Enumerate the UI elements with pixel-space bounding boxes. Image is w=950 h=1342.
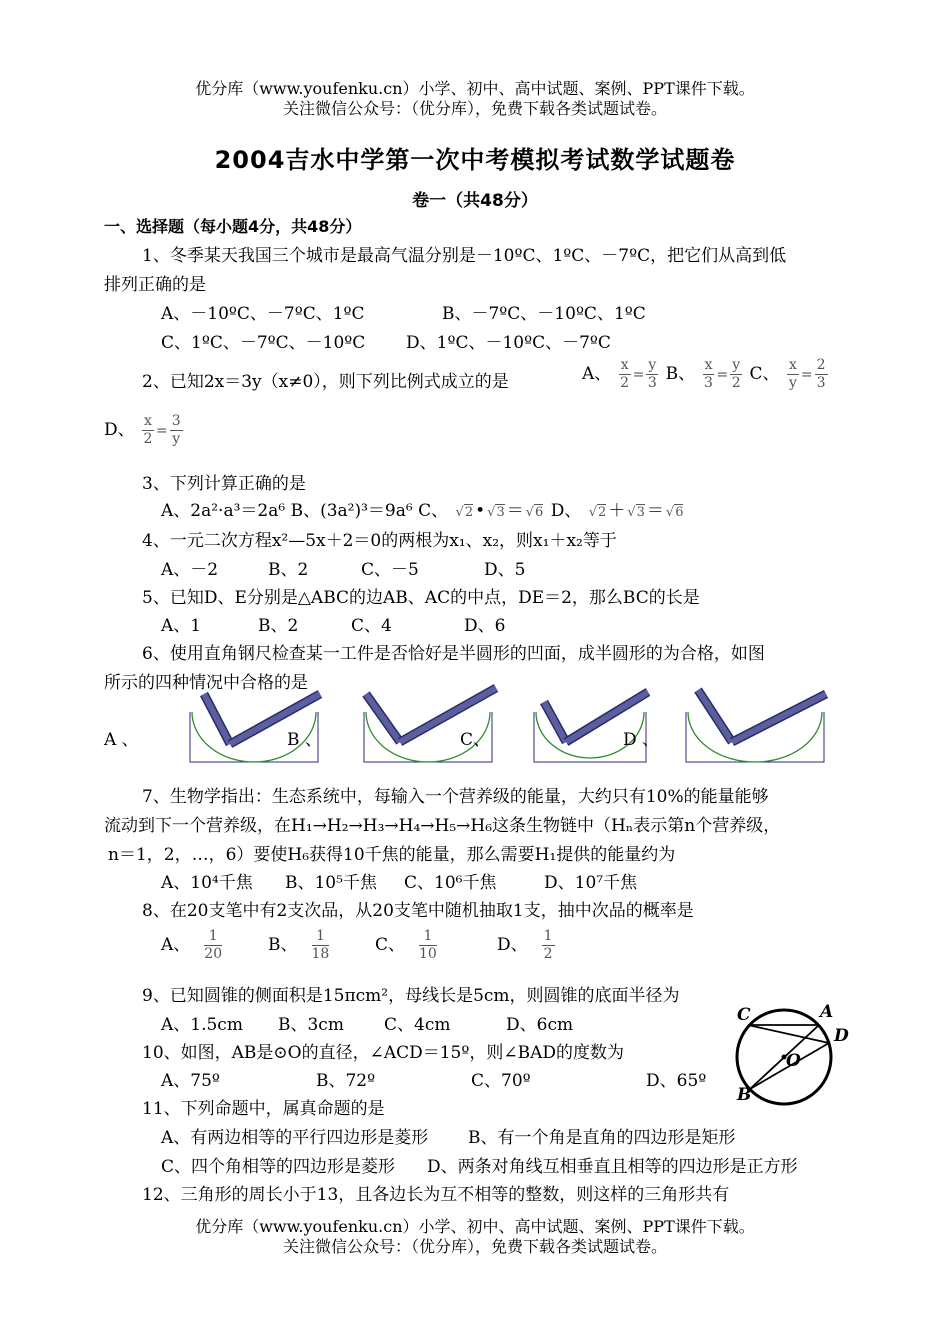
q2-option-d: D、 $\frac{x}{2}$ = $\frac{3}{y}$ (104, 413, 181, 447)
q10-label-c: C (737, 1005, 751, 1025)
q4-option-a: A、－2 (161, 560, 219, 580)
q3-option-a: 2a²·a³＝2a⁶ (190, 501, 286, 521)
q2-b-frac2: $\frac{y}{2}$ (731, 357, 741, 391)
q6-label-c: C、 (460, 730, 491, 750)
q3-c-sqrt2: √3 (487, 505, 505, 520)
q10-option-c: C、70º (471, 1071, 531, 1091)
q3-option-c-label: C、 (418, 501, 449, 521)
q8-d-frac: $\frac{1}{2}$ (543, 928, 553, 962)
q5-option-a: A、1 (161, 616, 202, 636)
q1-stem-line1: 1、冬季某天我国三个城市是最高气温分别是－10ºC、1ºC、－7ºC，把它们从高到低 (142, 246, 787, 266)
q8-option-d: D、 $\frac{1}{2}$ (497, 928, 553, 962)
q3-option-b: (3a²)³＝9a⁶ (320, 501, 413, 521)
q4-option-c: C、－5 (361, 560, 419, 580)
q8-stem: 8、在20支笔中有2支次品，从20支笔中随机抽取1支，抽中次品的概率是 (142, 901, 694, 921)
q6-label-b: B 、 (287, 730, 322, 750)
q10-label-d: D (834, 1026, 849, 1046)
q8-a-frac: $\frac{1}{20}$ (204, 928, 223, 962)
q3-c-sqrt1: √2 (455, 505, 474, 520)
header-line-1: 优分库（www.youfenku.cn）小学、初中、高中试题、案例、PPT课件下载。 (195, 79, 755, 98)
subtitle: 卷一（共48分） (412, 191, 538, 211)
q9-option-d: D、6cm (506, 1015, 574, 1035)
q10-label-a: A (820, 1002, 834, 1022)
q3-options: A、2a²·a³＝2a⁶ B、(3a²)³＝9a⁶ C、 √2 • √3 ＝ √6 D、 √2 ＋ √3 ＝ √6 (161, 501, 684, 521)
header-line-2: 关注微信公众号：（优分库），免费下载各类试题试卷。 (282, 99, 667, 118)
q2-options-abc: A、 $\frac{x}{2}$ = $\frac{y}{3}$ B、 $\frac{x}{3}$ = $\frac{y}{2}$ C、 $\frac{x}{y}$ = $\frac{2}{3}$ (582, 357, 826, 391)
q7-stem-line1: 7、生物学指出：生态系统中，每输入一个营养级的能量，大约只有10%的能量能够 (142, 787, 769, 807)
q1-option-d: D、1ºC、－10ºC、－7ºC (406, 333, 611, 353)
q7-stem-line3: n＝1，2，…，6）要使H₆获得10千焦的能量，那么需要H₁提供的能量约为 (108, 845, 676, 865)
q1-stem-line2: 排列正确的是 (104, 275, 206, 295)
q6-figure-d (684, 684, 830, 768)
q3-option-b-label: B、 (290, 501, 321, 521)
q2-a-frac1: $\frac{x}{2}$ (620, 357, 630, 391)
q3-d-sqrt3: √6 (665, 505, 684, 520)
q11-stem: 11、下列命题中，属真命题的是 (142, 1099, 385, 1119)
q6-stem-line2: 所示的四种情况中合格的是 (104, 673, 308, 693)
q8-option-a: A、 $\frac{1}{20}$ (161, 928, 223, 962)
q10-option-b: B、72º (316, 1071, 376, 1091)
q10-option-d: D、65º (646, 1071, 707, 1091)
q4-option-b: B、2 (268, 560, 309, 580)
q2-d-frac2: $\frac{3}{y}$ (171, 413, 181, 447)
q8-option-b: B、 $\frac{1}{18}$ (268, 928, 330, 962)
q11-option-c: C、四个角相等的四边形是菱形 (161, 1157, 396, 1177)
q12-stem: 12、三角形的周长小于13，且各边长为互不相等的整数，则这样的三角形共有 (142, 1185, 730, 1205)
q6-label-a: A 、 (104, 730, 139, 750)
q3-c-sqrt3: √6 (525, 505, 544, 520)
q8-b-frac: $\frac{1}{18}$ (311, 928, 330, 962)
q3-stem: 3、下列计算正确的是 (142, 474, 306, 494)
page-title: 2004吉水中学第一次中考模拟考试数学试题卷 (214, 146, 736, 174)
q5-stem: 5、已知D、E分别是△ABC的边AB、AC的中点，DE＝2，那么BC的长是 (142, 588, 700, 608)
q2-a-frac2: $\frac{y}{3}$ (647, 357, 657, 391)
q2-option-d-label: D、 (104, 420, 135, 440)
q2-option-b-label: B、 (665, 364, 696, 384)
q6-stem-line1: 6、使用直角钢尺检查某一工件是否恰好是半圆形的凹面，成半圆形的为合格，如图 (142, 644, 765, 664)
q7-option-a: A、10⁴千焦 (161, 873, 253, 893)
q5-option-b: B、2 (258, 616, 299, 636)
q1-option-c: C、1ºC、－7ºC、－10ºC (161, 333, 366, 353)
q9-option-b: B、3cm (278, 1015, 344, 1035)
q4-stem: 4、一元二次方程x²—5x＋2＝0的两根为x₁、x₂，则x₁＋x₂等于 (142, 531, 617, 551)
q7-option-d: D、10⁷千焦 (544, 873, 638, 893)
q9-stem: 9、已知圆锥的侧面积是15πcm²，母线长是5cm，则圆锥的底面半径为 (142, 986, 680, 1006)
q2-b-frac1: $\frac{x}{3}$ (704, 357, 713, 391)
q2-c-frac1: $\frac{x}{y}$ (788, 357, 797, 391)
q1-option-a: A、－10ºC、－7ºC、1ºC (161, 304, 365, 324)
q11-option-a: A、有两边相等的平行四边形是菱形 (161, 1128, 429, 1148)
q8-c-frac: $\frac{1}{10}$ (419, 928, 437, 962)
q2-d-frac1: $\frac{x}{2}$ (143, 413, 153, 447)
q3-d-sqrt1: √2 (588, 505, 607, 520)
q9-option-a: A、1.5cm (161, 1015, 243, 1035)
q9-option-c: C、4cm (384, 1015, 451, 1035)
q7-option-b: B、10⁵千焦 (285, 873, 377, 893)
q3-option-a-label: A、 (161, 501, 191, 521)
q11-option-b: B、有一个角是直角的四边形是矩形 (468, 1128, 736, 1148)
q5-option-c: C、4 (351, 616, 392, 636)
q2-option-a-label: A、 (582, 364, 612, 384)
footer-line-2: 关注微信公众号：（优分库），免费下载各类试题试卷。 (282, 1237, 667, 1256)
q7-option-c: C、10⁶千焦 (404, 873, 497, 893)
q4-option-d: D、5 (484, 560, 526, 580)
q2-stem: 2、已知2x＝3y（x≠0），则下列比例式成立的是 (142, 372, 509, 392)
q5-option-d: D、6 (464, 616, 506, 636)
q3-d-sqrt2: √3 (627, 505, 645, 520)
q6-label-d: D 、 (623, 730, 660, 750)
q10-label-b: B (737, 1085, 752, 1105)
q7-stem-line2: 流动到下一个营养级，在H₁→H₂→H₃→H₄→H₅→H₆这条生物链中（Hₙ表示第n个营养级， (104, 816, 781, 836)
q1-option-b: B、－7ºC、－10ºC、1ºC (442, 304, 646, 324)
q10-label-o: O (786, 1051, 801, 1071)
q10-stem: 10、如图，AB是⊙O的直径，∠ACD＝15º，则∠BAD的度数为 (142, 1043, 625, 1063)
q11-option-d: D、两条对角线互相垂直且相等的四边形是正方形 (427, 1157, 798, 1177)
q3-option-d-label: D、 (550, 501, 582, 521)
section-heading: 一、选择题（每小题4分，共48分） (104, 217, 362, 236)
q10-option-a: A、75º (161, 1071, 220, 1091)
q8-option-c: C、 $\frac{1}{10}$ (375, 928, 437, 962)
q2-option-c-label: C、 (749, 364, 780, 384)
footer-line-1: 优分库（www.youfenku.cn）小学、初中、高中试题、案例、PPT课件下载。 (195, 1217, 755, 1236)
q2-c-frac2: $\frac{2}{3}$ (816, 357, 826, 391)
